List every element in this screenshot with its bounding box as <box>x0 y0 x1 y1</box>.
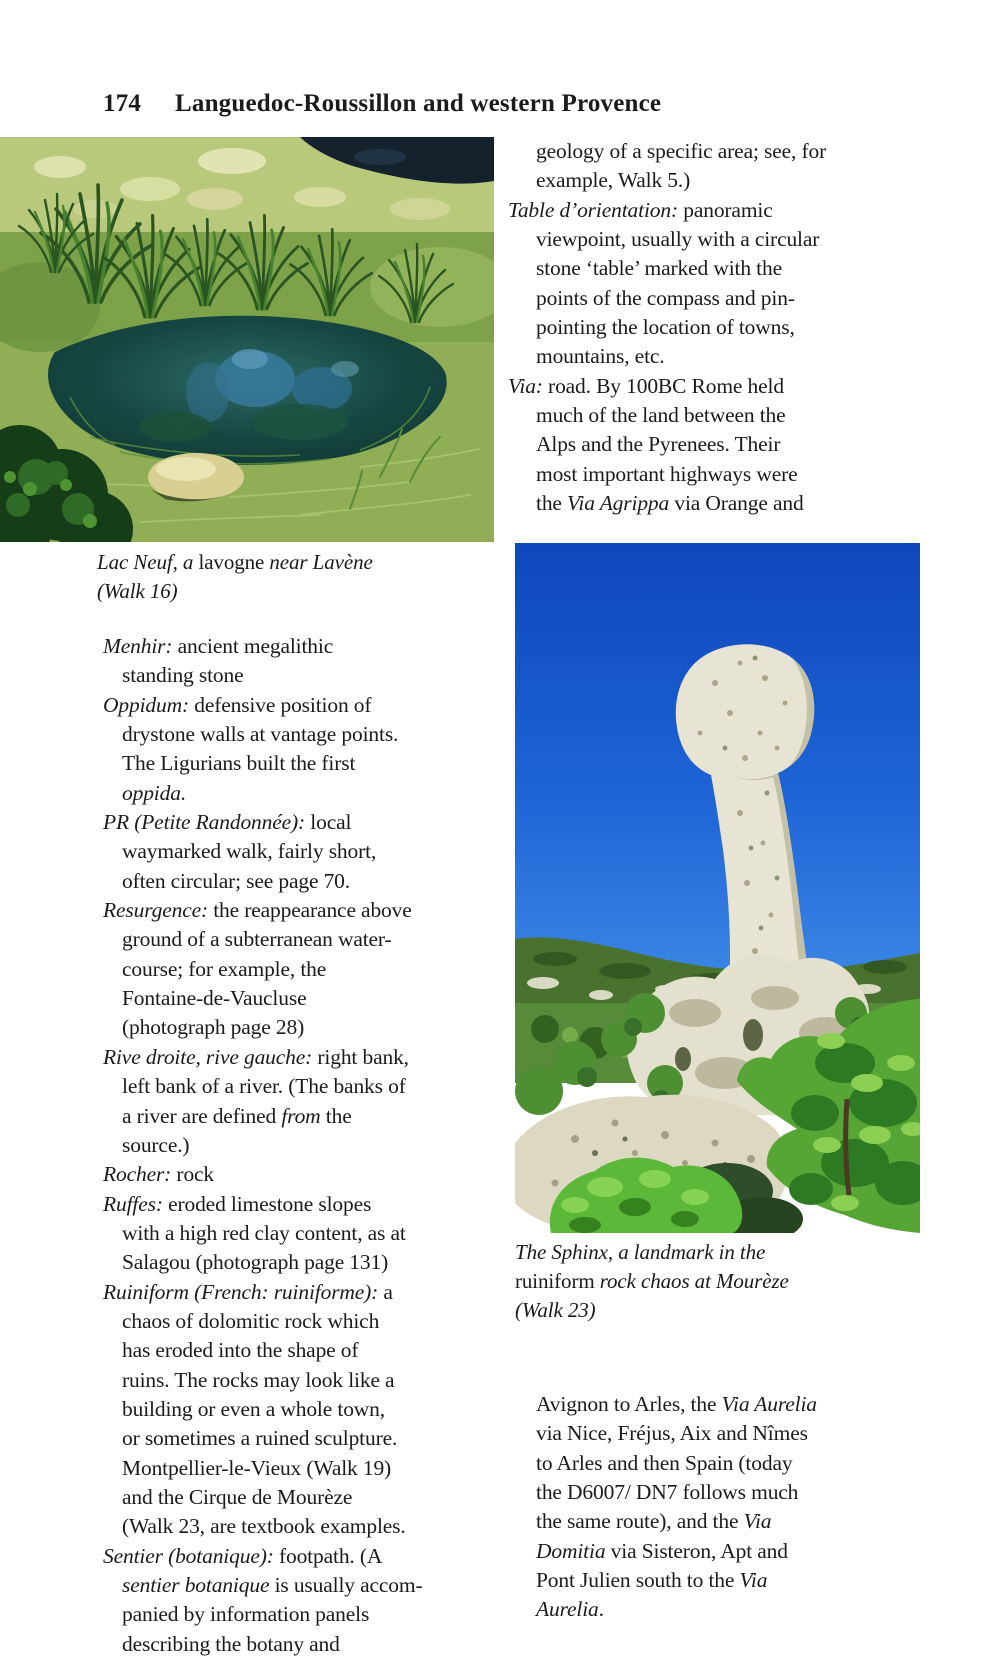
text-line: ground of a subterranean water- <box>122 927 392 952</box>
text-line: Lac Neuf, a lavogne near Lavène <box>97 550 373 574</box>
text-line: (Walk 23) <box>515 1298 596 1322</box>
text-line: pointing the location of towns, <box>536 315 795 340</box>
text-line: the same route), and the Via <box>536 1509 772 1534</box>
text-line: Rocher: rock <box>103 1162 215 1187</box>
text-line: standing stone <box>122 663 244 688</box>
text-line: building or even a whole town, <box>122 1396 386 1421</box>
text-line: Rive droite, rive gauche: right bank, <box>103 1044 409 1069</box>
sphinx-photo-image <box>515 543 920 1233</box>
text-line: panied by information panels <box>122 1602 370 1627</box>
text-line: example, Walk 5.) <box>536 168 691 193</box>
text-line: to Arles and then Spain (today <box>536 1450 793 1475</box>
right-column-bottom <box>508 1390 922 1625</box>
lavogne-photo <box>0 137 494 542</box>
text-line: the D6007/ DN7 follows much <box>536 1480 799 1505</box>
text-line: (Walk 23, are textbook examples. <box>122 1514 406 1539</box>
text-line: course; for example, the <box>122 956 327 981</box>
text-line: geology of a specific area; see, for <box>536 139 827 163</box>
text-line: Fontaine-de-Vaucluse <box>122 986 307 1011</box>
text-line: (photograph page 28) <box>122 1015 305 1040</box>
text-line: often circular; see page 70. <box>122 868 351 893</box>
text-line: mountains, etc. <box>536 344 665 369</box>
text-line: Menhir: ancient megalithic <box>103 634 334 658</box>
text-line: has eroded into the shape of <box>122 1338 359 1363</box>
text-line: Resurgence: the reappearance above <box>103 898 412 923</box>
text-line: PR (Petite Randonnée): local <box>103 810 352 835</box>
text-line: drystone walls at vantage points. <box>122 722 399 747</box>
text-line: Via: road. By 100BC Rome held <box>508 373 784 398</box>
page-header <box>103 90 661 118</box>
text-line: ruins. The rocks may look like a <box>122 1367 395 1392</box>
text-line: with a high red clay content, as at <box>122 1220 406 1245</box>
right-column-top <box>508 137 922 518</box>
text-line: (Walk 16) <box>97 579 178 603</box>
text-line: much of the land between the <box>536 403 786 428</box>
text-line: Montpellier-le-Vieux (Walk 19) <box>122 1455 392 1480</box>
text-line: Alps and the Pyrenees. Their <box>536 432 781 457</box>
sphinx-caption <box>515 1238 789 1325</box>
sphinx-photo <box>515 543 920 1233</box>
text-line: Sentier (botanique): footpath. (A <box>103 1543 383 1568</box>
page-number: 174 <box>103 90 142 117</box>
text-line: Ruiniform (French: ruiniforme): a <box>103 1279 393 1304</box>
text-line: Aurelia. <box>536 1597 604 1622</box>
text-line: sentier botanique is usually accom- <box>122 1573 423 1597</box>
text-line: via Nice, Fréjus, Aix and Nîmes <box>536 1421 808 1446</box>
text-line: chaos of dolomitic rock which <box>122 1308 380 1333</box>
page-title: Languedoc-Roussillon and western Provence <box>175 90 662 117</box>
text-line: left bank of a river. (The banks of <box>122 1074 406 1099</box>
text-line: or sometimes a ruined sculpture. <box>122 1426 398 1451</box>
text-line: The Sphinx, a landmark in the <box>515 1240 766 1264</box>
text-line: and the Cirque de Mourèze <box>122 1484 353 1509</box>
text-line: Domitia via Sisteron, Apt and <box>536 1538 788 1563</box>
text-line: source.) <box>122 1132 190 1157</box>
text-line: describing the botany and <box>122 1631 340 1656</box>
text-line: The Ligurians built the first <box>122 751 356 776</box>
lavogne-caption <box>97 548 373 606</box>
text-line: Pont Julien south to the Via <box>536 1568 768 1593</box>
text-line: oppida. <box>122 780 187 805</box>
text-line: viewpoint, usually with a circular <box>536 227 820 252</box>
text-line: Ruffes: eroded limestone slopes <box>103 1191 372 1216</box>
text-line: ruiniform rock chaos at Mourèze <box>515 1269 789 1293</box>
text-line: the Via Agrippa via Orange and <box>536 491 804 516</box>
lavogne-photo-image <box>0 137 494 542</box>
text-line: waymarked walk, fairly short, <box>122 839 377 864</box>
text-line: a river are defined from the <box>122 1103 352 1128</box>
text-line: Avignon to Arles, the Via Aurelia <box>536 1392 817 1416</box>
text-line: points of the compass and pin- <box>536 285 795 310</box>
text-line: Table d’orientation: panoramic <box>508 197 773 222</box>
glossary-left-column <box>103 632 483 1659</box>
text-line: Oppidum: defensive position of <box>103 692 372 717</box>
text-line: most important highways were <box>536 461 798 486</box>
text-line: Salagou (photograph page 131) <box>122 1250 389 1275</box>
text-line: stone ‘table’ marked with the <box>536 256 782 281</box>
